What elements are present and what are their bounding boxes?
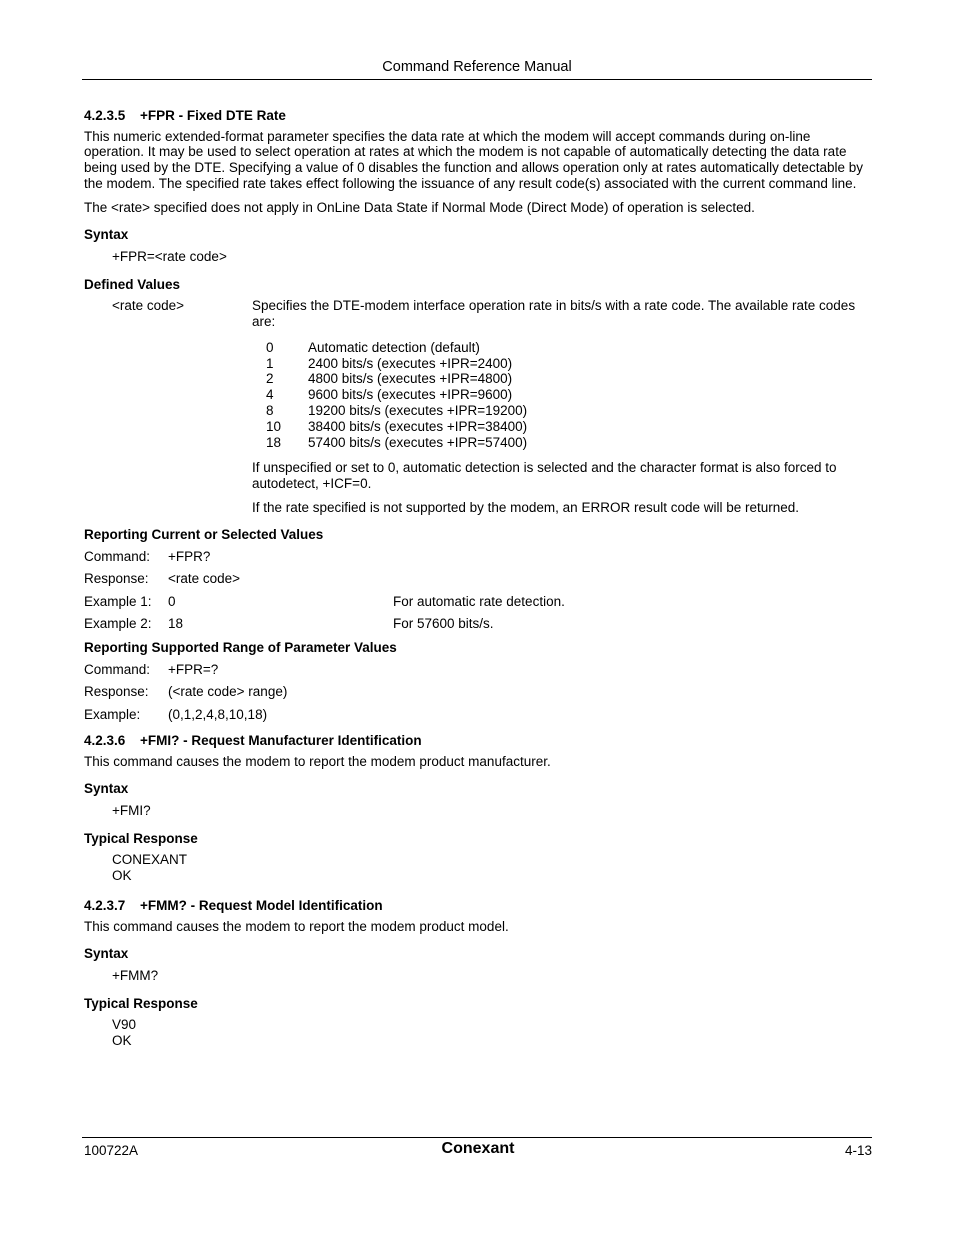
section-number: 4.2.3.6 (84, 732, 126, 748)
fpr-syntax-heading: Syntax (84, 227, 129, 243)
row-value: 0 (168, 593, 176, 609)
rate-description: 19200 bits/s (executes +IPR=19200) (308, 402, 528, 418)
fmi-syntax: +FMI? (112, 803, 151, 819)
fmi-syntax-heading: Syntax (84, 781, 129, 797)
page-header: Command Reference Manual (382, 59, 572, 75)
value-row (84, 684, 869, 706)
row-label: Example 1: (84, 593, 152, 609)
rate-code-row (266, 371, 527, 387)
value-row (84, 549, 869, 571)
fmm-syntax-heading: Syntax (84, 946, 129, 962)
fmi-description: This command causes the modem to report the modem product manufacturer. (84, 753, 551, 769)
fpr-defined-values-heading: Defined Values (84, 276, 181, 292)
value-row (84, 707, 869, 729)
value-row (84, 571, 869, 593)
row-value: +FPR=? (168, 662, 219, 678)
page-content (84, 108, 869, 1049)
rate-description: Automatic detection (default) (308, 339, 480, 355)
row-value: <rate code> (168, 571, 241, 587)
row-value: +FPR? (168, 549, 211, 565)
rate-code-table (266, 340, 527, 451)
fpr-range-heading: Reporting Supported Range of Parameter Values (84, 640, 397, 656)
autodetect-note: If unspecified or set to 0, automatic detection is selected and the character format is also forced to autodetect, +ICF=0. (252, 460, 837, 492)
rate-description: 57400 bits/s (executes +IPR=57400) (308, 434, 528, 450)
rate-description: 4800 bits/s (executes +IPR=4800) (308, 371, 513, 387)
fpr-reporting-heading: Reporting Current or Selected Values (84, 527, 324, 543)
rate-code: 8 (266, 402, 274, 418)
rate-description: 2400 bits/s (executes +IPR=2400) (308, 355, 513, 371)
section-heading-fmm (84, 898, 869, 914)
error-note: If the rate specified is not supported by the modem, an ERROR result code will be returned. (252, 499, 800, 515)
row-label: Response: (84, 571, 149, 587)
fpr-description: This numeric extended-format parameter specifies the data rate at which the modem will accept commands during on-line operation. It may be used to select operation at rates at which the modem is not capable of automatically detecting the data rate being used by the DTE. Specifying a value of 0 disables the function and allows operation only at rates automatically detectable by the modem. The specified rate takes effect following the issuance of any result code(s) associated with the current command line. (84, 128, 863, 191)
row-note: For automatic rate detection. (393, 593, 565, 609)
rate-code: 0 (266, 339, 274, 355)
section-heading-fpr (84, 108, 869, 124)
definition-description (252, 298, 869, 515)
rate-code-row (266, 340, 527, 356)
row-label: Example 2: (84, 616, 152, 632)
rate-code-row (266, 387, 527, 403)
rate-description: 38400 bits/s (executes +IPR=38400) (308, 418, 528, 434)
rate-code-row (266, 435, 527, 451)
header-rule (82, 79, 872, 80)
row-label: Command: (84, 662, 151, 678)
row-note: For 57600 bits/s. (393, 616, 494, 632)
rate-code-row (266, 419, 527, 435)
value-row (84, 662, 869, 684)
fmm-response-line: V90 (112, 1017, 137, 1033)
rate-code: 4 (266, 387, 274, 403)
rate-code: 10 (266, 418, 282, 434)
section-title: +FMI? - Request Manufacturer Identification (140, 732, 422, 748)
definition-term: <rate code> (112, 298, 185, 314)
section-number: 4.2.3.7 (84, 897, 126, 913)
row-label: Example: (84, 706, 141, 722)
document-number: 100722A (84, 1143, 139, 1158)
row-value: 18 (168, 616, 184, 632)
row-label: Command: (84, 549, 151, 565)
rate-code: 2 (266, 371, 274, 387)
section-heading-fmi (84, 733, 869, 749)
range-values-list (84, 662, 869, 729)
page-number: 4-13 (844, 1143, 872, 1158)
row-label: Response: (84, 684, 149, 700)
definition-row (84, 298, 869, 515)
fmm-response-heading: Typical Response (84, 995, 198, 1011)
fmi-response-heading: Typical Response (84, 830, 198, 846)
rate-code: 18 (266, 434, 282, 450)
section-title: +FMM? - Request Model Identification (140, 897, 383, 913)
fpr-rate-note: The <rate> specified does not apply in OnLine Data State if Normal Mode (Direct Mode) of operation is selected. (84, 199, 755, 215)
section-number: 4.2.3.5 (84, 108, 126, 123)
company-name: Conexant (441, 1140, 515, 1157)
fmi-response-ok: OK (112, 868, 132, 884)
rate-code-row (266, 403, 527, 419)
fpr-syntax: +FPR=<rate code> (112, 248, 227, 264)
fmm-description: This command causes the modem to report the modem product model. (84, 918, 509, 934)
rate-code-row (266, 356, 527, 372)
rate-description: 9600 bits/s (executes +IPR=9600) (308, 387, 513, 403)
footer-rule (82, 1137, 872, 1138)
value-row (84, 594, 869, 616)
value-row (84, 616, 869, 638)
reporting-values-list (84, 549, 869, 638)
fmm-response-ok: OK (112, 1033, 132, 1049)
rate-code: 1 (266, 355, 274, 371)
section-title: +FPR - Fixed DTE Rate (140, 108, 286, 123)
fmi-response-line: CONEXANT (112, 852, 188, 868)
row-value: (<rate code> range) (168, 684, 288, 700)
definition-text: Specifies the DTE-modem interface operation rate in bits/s with a rate code. The available rate codes are: (252, 298, 856, 330)
fmm-syntax: +FMM? (112, 967, 159, 983)
page-footer (84, 1140, 872, 1162)
row-value: (0,1,2,4,8,10,18) (168, 706, 268, 722)
